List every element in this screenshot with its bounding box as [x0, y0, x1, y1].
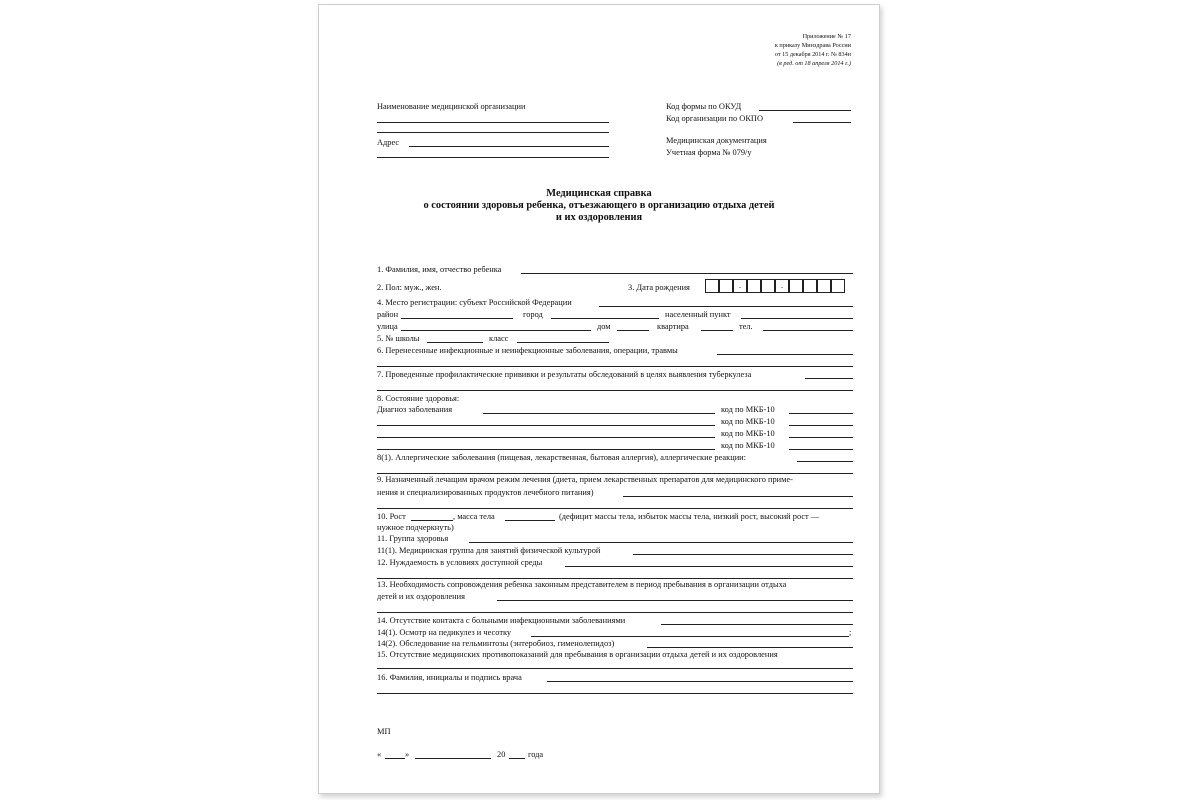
- field-11-1-line[interactable]: [633, 554, 853, 555]
- tel-line[interactable]: [763, 330, 853, 331]
- gorod-label: город: [523, 310, 543, 319]
- stamp-mark: МП: [377, 727, 391, 736]
- field-8-1-line[interactable]: [377, 473, 853, 474]
- mkb-label: код по МКБ-10: [721, 405, 775, 414]
- ulitsa-label: улица: [377, 322, 398, 331]
- ulitsa-line[interactable]: [401, 330, 591, 331]
- field-14-line[interactable]: [661, 624, 853, 625]
- document-page: [318, 4, 880, 794]
- field-14-1-label: 14(1). Осмотр на педикулез и чесотку: [377, 628, 512, 637]
- mkb-label: код по МКБ-10: [721, 441, 775, 450]
- doc-subtitle: о состоянии здоровья ребенка, отъезжающего в организацию отдыха детей: [423, 200, 775, 211]
- diagnoz-line[interactable]: [377, 449, 715, 450]
- field-7-line[interactable]: [377, 390, 853, 391]
- field-14-2-line[interactable]: [647, 647, 853, 648]
- doc-subtitle-2: и их оздоровления: [555, 212, 643, 223]
- field-7-line[interactable]: [805, 378, 853, 379]
- field-9-line[interactable]: [623, 496, 853, 497]
- field-8-label: 8. Состояние здоровья:: [377, 394, 460, 403]
- okud-label: Код формы по ОКУД: [666, 102, 742, 111]
- date-month-line[interactable]: [415, 758, 491, 759]
- klass-label: класс: [489, 334, 509, 343]
- mkb-label: код по МКБ-10: [721, 429, 775, 438]
- med-doc-label: Медицинская документация: [666, 136, 767, 145]
- klass-line[interactable]: [517, 342, 609, 343]
- mkb-label: код по МКБ-10: [721, 417, 775, 426]
- okpo-line: [793, 122, 851, 123]
- field-13-label: 13. Необходимость сопровождения ребенка законным представителем в период пребывания в организации отдыха: [377, 580, 787, 589]
- date-quote-close: »: [405, 750, 410, 759]
- rayon-line[interactable]: [401, 318, 513, 319]
- field-16-label: 16. Фамилия, инициалы и подпись врача: [377, 673, 522, 682]
- field-16-line[interactable]: [377, 693, 853, 694]
- field-4-line[interactable]: [599, 306, 853, 307]
- field-11-1-label: 11(1). Медицинская группа для занятий физической культурой: [377, 546, 601, 555]
- year-suffix: года: [528, 750, 544, 759]
- dob-box[interactable]: .: [775, 279, 789, 293]
- field-13-line[interactable]: [377, 612, 853, 613]
- gorod-line[interactable]: [551, 318, 659, 319]
- dob-box[interactable]: [719, 279, 733, 293]
- dob-box[interactable]: [831, 279, 845, 293]
- field-16-line[interactable]: [547, 681, 853, 682]
- dob-box[interactable]: [803, 279, 817, 293]
- kvartira-line[interactable]: [701, 330, 733, 331]
- field-9-label-cont: нения и специализированных продуктов лечебного питания): [377, 488, 594, 497]
- field-9-line[interactable]: [377, 508, 853, 509]
- punkt-line[interactable]: [741, 318, 853, 319]
- field-6-label: 6. Перенесенные инфекционные и неинфекционные заболевания, операции, травмы: [377, 346, 678, 355]
- field-1-label: 1. Фамилия, имя, отчество ребенка: [377, 265, 502, 274]
- field-11-label: 11. Группа здоровья: [377, 534, 449, 543]
- field-8-1-label: 8(1). Аллергические заболевания (пищевая, лекарственная, бытовая аллергия), аллергические реакции:: [377, 453, 746, 462]
- tel-label: тел.: [739, 322, 753, 331]
- year-prefix: 20: [497, 750, 506, 759]
- dom-label: дом: [597, 322, 611, 331]
- appendix-number: Приложение № 17: [802, 33, 851, 40]
- dob-box[interactable]: [789, 279, 803, 293]
- mkb-line[interactable]: [789, 413, 853, 414]
- field-12-line[interactable]: [377, 578, 853, 579]
- field-9-label: 9. Назначенный лечащим врачом режим лечения (диета, прием лекарственных препаратов для медицинского приме-: [377, 475, 793, 484]
- field-11-line[interactable]: [469, 542, 853, 543]
- field-10-rost-label: 10. Рост: [377, 512, 406, 521]
- semicolon: ;: [849, 628, 852, 637]
- dob-box[interactable]: [705, 279, 719, 293]
- date-day-line[interactable]: [385, 758, 405, 759]
- dob-box[interactable]: .: [733, 279, 747, 293]
- mkb-line[interactable]: [789, 437, 853, 438]
- field-2-label: 2. Пол: муж., жен.: [377, 283, 442, 292]
- okud-line: [759, 110, 851, 111]
- org-name-line: [377, 122, 609, 123]
- massa-line[interactable]: [505, 520, 555, 521]
- diagnoz-label: Диагноз заболевания: [377, 405, 453, 414]
- field-13-label-cont: детей и их оздоровления: [377, 592, 465, 601]
- order-ref: к приказу Минздрава России: [774, 42, 851, 49]
- order-date: от 15 декабря 2014 г. № 834н: [774, 51, 851, 58]
- field-4-label: 4. Место регистрации: субъект Российской Федерации: [377, 298, 572, 307]
- dob-box[interactable]: [747, 279, 761, 293]
- okpo-label: Код организации по ОКПО: [666, 114, 764, 123]
- kvartira-label: квартира: [657, 322, 689, 331]
- field-15-label: 15. Отсутствие медицинских противопоказаний для пребывания в организации отдыха детей и их оздоровления: [377, 650, 778, 659]
- field-15-line[interactable]: [377, 668, 853, 669]
- field-10-note-cont: нужное подчеркнуть): [377, 523, 454, 532]
- field-6-line[interactable]: [717, 354, 853, 355]
- doc-title: Медицинская справка: [546, 188, 652, 199]
- date-year-line[interactable]: [509, 758, 525, 759]
- field-8-1-line[interactable]: [797, 461, 853, 462]
- dob-box[interactable]: [761, 279, 775, 293]
- field-1-line[interactable]: [521, 273, 853, 274]
- address-line: [377, 157, 609, 158]
- mkb-line[interactable]: [789, 449, 853, 450]
- edition-note: (в ред. от 18 апреля 2014 г.): [777, 60, 851, 67]
- field-14-1-line[interactable]: [531, 636, 849, 637]
- field-10-note: (дефицит массы тела, избыток массы тела, низкий рост, высокий рост —: [559, 512, 820, 521]
- field-3-label: 3. Дата рождения: [628, 283, 690, 292]
- address-line: [409, 146, 609, 147]
- field-6-line[interactable]: [377, 366, 853, 367]
- field-14-label: 14. Отсутствие контакта с больными инфекционными заболеваниями: [377, 616, 626, 625]
- school-line[interactable]: [427, 342, 483, 343]
- date-quote-open: «: [377, 750, 382, 759]
- form-number-label: Учетная форма № 079/у: [666, 148, 752, 157]
- field-5-label: 5. № школы: [377, 334, 420, 343]
- field-7-label: 7. Проведенные профилактические прививки и результаты обследований в целях выявления туберкулеза: [377, 370, 752, 379]
- org-name-line: [377, 132, 609, 133]
- rayon-label: район: [377, 310, 399, 319]
- field-14-2-label: 14(2). Обследование на гельминтозы (энтеробиоз, гименолепидоз): [377, 639, 615, 648]
- rost-line[interactable]: [411, 520, 453, 521]
- punkt-label: населенный пункт: [665, 310, 731, 319]
- field-12-label: 12. Нуждаемость в условиях доступной среды: [377, 558, 543, 567]
- diagnoz-line[interactable]: [377, 437, 715, 438]
- field-13-line[interactable]: [497, 600, 853, 601]
- address-label: Адрес: [377, 138, 400, 147]
- org-name-label: Наименование медицинской организации: [377, 102, 526, 111]
- field-10-massa-label: , масса тела: [453, 512, 495, 521]
- mkb-line[interactable]: [789, 425, 853, 426]
- field-12-line[interactable]: [565, 566, 853, 567]
- diagnoz-line[interactable]: [483, 413, 715, 414]
- dom-line[interactable]: [617, 330, 649, 331]
- diagnoz-line[interactable]: [377, 425, 715, 426]
- dob-box[interactable]: [817, 279, 831, 293]
